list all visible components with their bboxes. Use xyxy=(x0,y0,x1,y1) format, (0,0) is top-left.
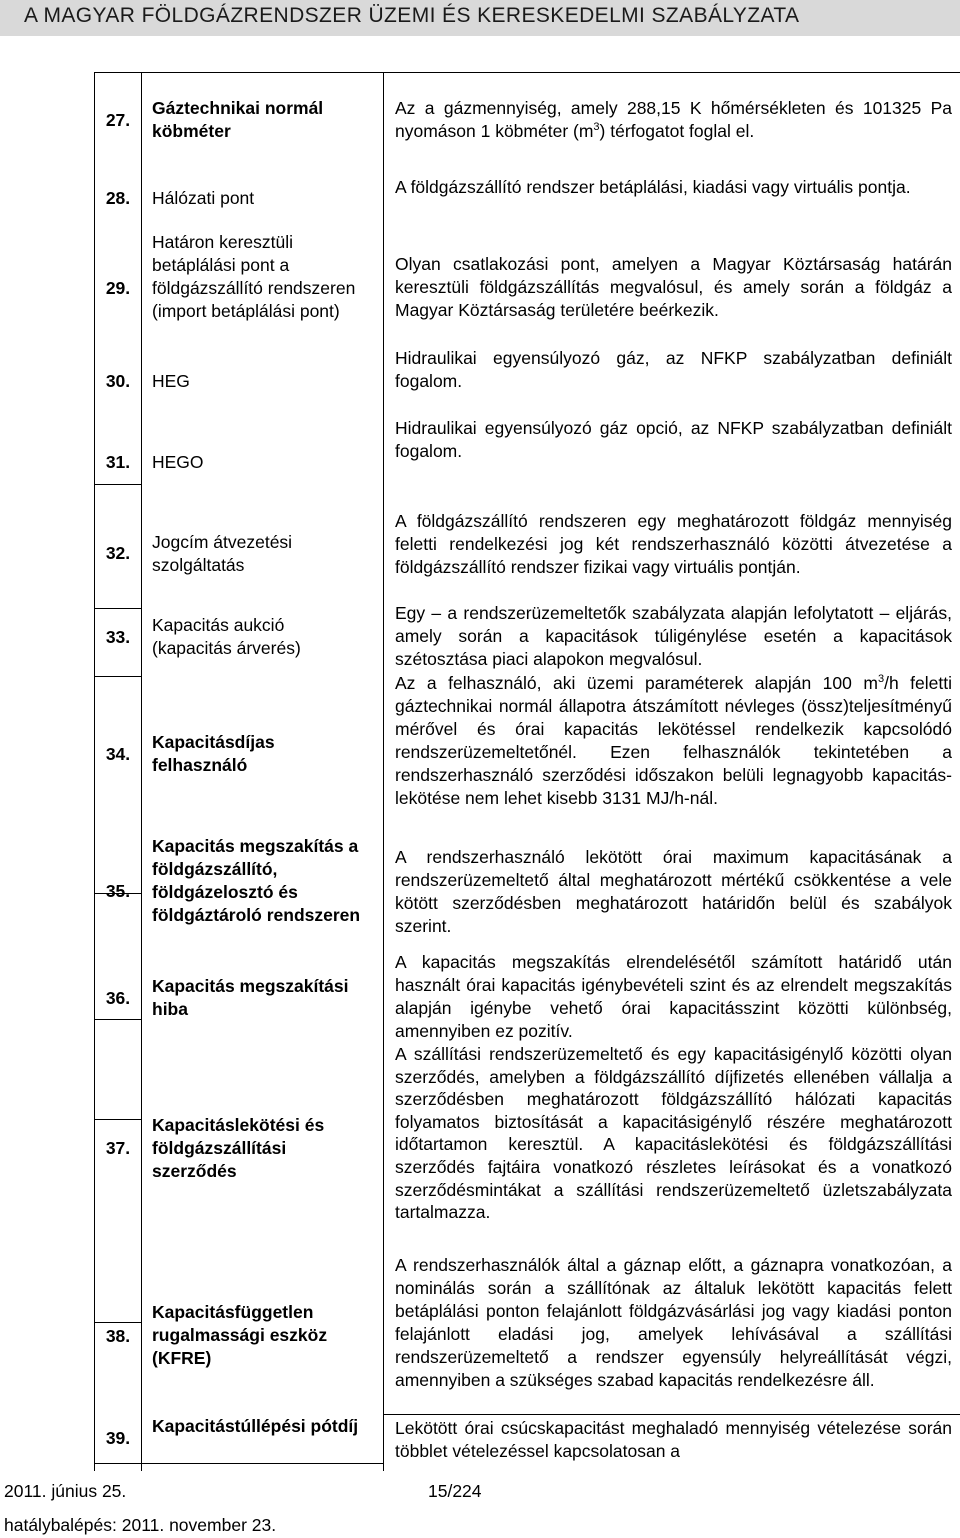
column-divider-term xyxy=(383,73,384,1471)
term-label: Gáztechnikai normál köbméter xyxy=(152,98,324,141)
row-divider xyxy=(95,1463,141,1464)
row-number: 36. xyxy=(105,988,131,1008)
document-header xyxy=(0,0,960,36)
row-divider xyxy=(141,1463,383,1464)
row-divider xyxy=(95,676,141,677)
row-number: 39. xyxy=(105,1428,131,1448)
definition-text: A szállítási rendszerüzemeltető és egy kapacitásigénylő közötti olyan szerződés, amelyben a földgázszállító díjfizetés ellenében vállalja a szerződésben meghatározott földgázszállító hálózati kapacitás folyamatos biztosítását a kapacitásigénylő részére meghatározott időtartamon keresztül. A kapacitáslekötési és földgázszállítási szerződés fajtáira vonatkozó részletes leírásokat és a vonatkozó szerződésmintákat a szállítási rendszerüzemeltető üzletszabályzata tartalmazza. xyxy=(395,1044,952,1223)
definition-text: Hidraulikai egyensúlyozó gáz opció, az NFKP szabályzatban definiált fogalom. xyxy=(395,418,952,461)
footer-effective-date: hatálybalépés: 2011. november 23. xyxy=(4,1515,277,1535)
definition-text: A rendszerhasználók által a gáznap előtt, a gáznapra vonatkozóan, a nominálás során a szállítónak az általuk lekötött kapacitás felett betáplálási ponton felajánlott földgázvásárlási jog vagy kiadási ponton felajánlott eladási jog, amelyek lehívásával a szállítási rendszerüzemeltető a rendszer egyensúly helyreállítását végzi, amennyiben a szükséges szabad kapacitás rendelkezésre áll. xyxy=(395,1255,952,1390)
row-divider xyxy=(95,1119,141,1120)
row-number: 33. xyxy=(105,627,131,647)
definition-text: Hidraulikai egyensúlyozó gáz, az NFKP szabályzatban definiált fogalom. xyxy=(395,348,952,391)
row-number: 29. xyxy=(105,278,131,298)
term-label: Kapacitáslekötési és földgázszállítási szerződés xyxy=(152,1115,325,1181)
document-title: A MAGYAR FÖLDGÁZRENDSZER ÜZEMI ÉS KERESKEDELMI SZABÁLYZATA xyxy=(24,4,800,27)
row-number: 31. xyxy=(105,452,131,472)
row-number: 34. xyxy=(105,744,131,764)
definition-text: A földgázszállító rendszer betáplálási, kiadási vagy virtuális pontja. xyxy=(395,177,911,197)
term-label: Kapacitás megszakítás a földgázszállító, földgázelosztó és földgáztároló rendszeren xyxy=(152,836,361,925)
definition-text: A rendszerhasználó lekötött órai maximum kapacitásának a rendszerüzemeltető által meghatározott mértékű csökkentése a vele kötött szerződésben meghatározott határidőn belül és szabályok szerint. xyxy=(395,847,952,936)
term-label: Határon keresztüli betáplálási pont a földgázszállító rendszeren (import betáplálási pont) xyxy=(152,232,356,321)
row-number: 38. xyxy=(105,1326,131,1346)
term-label: Kapacitásdíjas felhasználó xyxy=(152,732,275,775)
term-label: HEGO xyxy=(152,452,204,472)
row-number: 32. xyxy=(105,543,131,563)
term-label: Kapacitásfüggetlen rugalmassági eszköz (KFRE) xyxy=(152,1302,328,1368)
definition-text: Olyan csatlakozási pont, amelyen a Magyar Köztársaság határán keresztüli földgázszállítás megvalósul, és amely során a földgáz a Magyar Köztársaság területére beérkezik. xyxy=(395,254,952,320)
row-number: 30. xyxy=(105,371,131,391)
row-divider xyxy=(383,1414,960,1415)
definitions-table xyxy=(94,72,960,1471)
term-label: Hálózati pont xyxy=(152,188,255,208)
definition-text: Az a felhasználó, aki üzemi paraméterek alapján 100 $m^3/h$ feletti gáztechnikai normál állapotra átszámított névleges (össz)teljesítményű mérővel és órai kapacitás lekötéssel rendelkezik kapcsolódó rendszerüzemeltetőnél. Ezen felhasználók tekintetében a rendszerhasználó szerződési időszakon belüli legnagyobb kapacitás-lekötése nem lehet kisebb 3131 MJ/h-nál. xyxy=(395,673,952,808)
row-divider xyxy=(95,608,141,609)
definition-text: Lekötött órai csúcskapacitást meghaladó mennyiség vételezése során többlet vételezéssel kapcsolatosan a xyxy=(395,1418,952,1461)
row-divider xyxy=(95,1019,141,1020)
page-number: 15/224 xyxy=(428,1481,482,1501)
definition-text: Egy – a rendszerüzemeltetők szabályzata alapján lefolytatott – eljárás, amely során a kapacitások túligénylése esetén a kapacitások szétosztása piaci alapokon megvalósul. xyxy=(395,603,952,669)
definition-text: A földgázszállító rendszeren egy meghatározott földgáz mennyiség feletti rendelkezési jog két rendszerhasználó közötti átvezetése a földgázszállító rendszer fizikai vagy virtuális pontján. xyxy=(395,511,952,577)
definition-text: A kapacitás megszakítás elrendelésétől számított határidő után használt órai kapacitás igénybevételi szint és az elrendelt megszakítás alapján igénybe vehető órai kapacitásszint közötti különbség, amennyiben ez pozitív. xyxy=(395,952,952,1041)
row-number: 27. xyxy=(105,110,131,130)
term-label: Kapacitástúllépési pótdíj xyxy=(152,1416,359,1436)
definition-text: Az a gázmennyiség, amely 288,15 K hőmérsékleten és 101325 Pa nyomáson 1 köbméter $(m^3)$ térfogatot foglal el. xyxy=(395,98,952,141)
column-divider-num xyxy=(141,73,142,1471)
row-number: 35. xyxy=(105,881,131,901)
row-divider xyxy=(95,1322,141,1323)
term-label: Jogcím átvezetési szolgáltatás xyxy=(152,532,293,575)
term-label: HEG xyxy=(152,371,190,391)
term-label: Kapacitás aukció (kapacitás árverés) xyxy=(152,615,301,658)
footer-date: 2011. június 25. xyxy=(4,1481,127,1501)
row-number: 28. xyxy=(105,188,131,208)
row-number: 37. xyxy=(105,1138,131,1158)
row-divider xyxy=(95,484,141,485)
term-label: Kapacitás megszakítási hiba xyxy=(152,976,349,1019)
